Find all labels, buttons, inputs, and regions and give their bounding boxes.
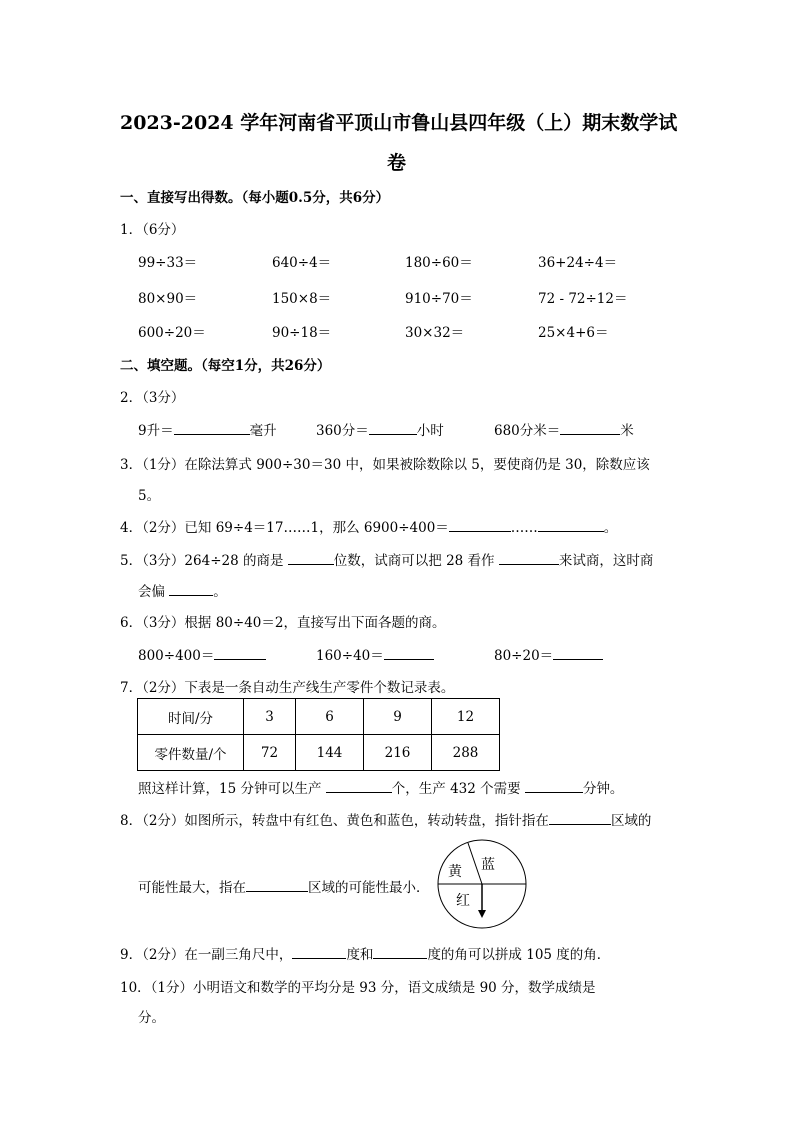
q10-line-2: 分。 <box>138 1010 165 1026</box>
q8-line1-prefix: 8．（2分）如图所示，转盘中有红色、黄色和蓝色，转动转盘，指针指在 <box>120 813 549 829</box>
table-cell: 288 <box>432 735 500 771</box>
q8-line-1 <box>120 809 651 829</box>
q5-line2-prefix: 会偏 <box>138 584 165 600</box>
q5-line-1 <box>120 549 653 569</box>
answer-blank[interactable] <box>525 779 583 793</box>
q2-c-prefix: 680分米＝ <box>494 423 561 439</box>
answer-blank[interactable] <box>373 945 427 959</box>
q9-end: 度的角可以拼成 105 度的角． <box>427 947 611 963</box>
table-cell: 3 <box>244 699 296 735</box>
q8-line2-end: 区域的可能性最小． <box>308 880 430 896</box>
answer-blank[interactable] <box>214 646 266 660</box>
q1-item: 150×8＝ <box>272 291 332 307</box>
q6-label: 6．（3分）根据 80÷40＝2，直接写出下面各题的商。 <box>120 615 446 631</box>
q5-line2-end: 。 <box>213 584 227 600</box>
q1-item: 910÷70＝ <box>405 291 473 307</box>
answer-blank[interactable] <box>553 646 603 660</box>
section-2-heading: 二、填空题。（每空1分，共26分） <box>120 358 331 374</box>
answer-blank[interactable] <box>449 518 511 532</box>
answer-blank[interactable] <box>288 551 334 565</box>
q1-label: 1．（6分） <box>120 222 185 238</box>
q2-item-a <box>138 419 277 439</box>
q1-item: 99÷33＝ <box>138 255 198 271</box>
q7-after-mid: 个，生产 432 个需要 <box>391 781 521 797</box>
section-1-heading: 一、直接写出得数。（每小题0.5分，共6分） <box>120 190 390 206</box>
q8-line2-prefix: 可能性最大，指在 <box>138 880 246 896</box>
q4-ellipsis: …… <box>510 520 538 536</box>
table-cell: 6 <box>296 699 364 735</box>
q9-prefix: 9．（2分）在一副三角尺中， <box>120 947 293 963</box>
spinner-label-red: 红 <box>456 893 470 909</box>
q6-a-expr: 800÷400＝ <box>138 648 215 664</box>
table-cell: 零件数量/个 <box>138 735 244 771</box>
q2-a-prefix: 9升＝ <box>138 423 174 439</box>
answer-blank[interactable] <box>169 582 213 596</box>
q2-b-prefix: 360分＝ <box>316 423 369 439</box>
spinner-label-yellow: 黄 <box>448 864 462 880</box>
q3-line-1: 3．（1分）在除法算式 900÷30＝30 中，如果被除数除以 5，要使商仍是 30，除数应该 <box>120 457 650 473</box>
title-line-2: 卷 <box>387 152 407 174</box>
q1-item: 72 - 72÷12＝ <box>538 291 628 307</box>
table-cell: 216 <box>364 735 432 771</box>
production-record-table <box>137 698 500 771</box>
q6-item-b <box>316 644 434 664</box>
table-cell: 9 <box>364 699 432 735</box>
q1-item: 80×90＝ <box>138 291 198 307</box>
table-cell: 时间/分 <box>138 699 244 735</box>
q3-line-2: 5。 <box>138 488 161 504</box>
answer-blank[interactable] <box>499 551 559 565</box>
answer-blank[interactable] <box>549 811 611 825</box>
title-line-1: 2023-2024 学年河南省平顶山市鲁山县四年级（上）期末数学试 <box>120 112 678 134</box>
q1-item: 25×4+6＝ <box>538 325 609 341</box>
q6-b-expr: 160÷40＝ <box>316 648 384 664</box>
table-row <box>138 699 500 735</box>
q2-label: 2．（3分） <box>120 390 185 406</box>
q2-a-unit: 毫升 <box>249 423 277 439</box>
q4-prefix: 4．（2分）已知 69÷4＝17……1，那么 6900÷400＝ <box>120 520 449 536</box>
table-cell: 72 <box>244 735 296 771</box>
q9-line <box>120 943 610 963</box>
q6-item-c <box>494 644 603 664</box>
answer-blank[interactable] <box>292 945 346 959</box>
answer-blank[interactable] <box>369 421 417 435</box>
q7-after-end: 分钟。 <box>582 781 624 797</box>
q1-item: 180÷60＝ <box>405 255 473 271</box>
answer-blank[interactable] <box>174 421 250 435</box>
q6-c-expr: 80÷20＝ <box>494 648 554 664</box>
q6-item-a <box>138 644 266 664</box>
table-cell: 12 <box>432 699 500 735</box>
q5-line-2 <box>138 580 227 600</box>
spinner-label-blue: 蓝 <box>481 857 495 873</box>
q2-item-c <box>494 419 634 439</box>
q7-after-prefix: 照这样计算，15 分钟可以生产 <box>138 781 322 797</box>
q1-item: 30×32＝ <box>405 325 465 341</box>
q1-item: 90÷18＝ <box>272 325 332 341</box>
q2-c-unit: 米 <box>620 423 634 439</box>
q9-mid: 度和 <box>346 947 374 963</box>
answer-blank[interactable] <box>560 421 620 435</box>
answer-blank[interactable] <box>538 518 604 532</box>
q5-mid-1: 位数，试商可以把 28 看作 <box>333 553 495 569</box>
table-row <box>138 735 500 771</box>
q2-item-b <box>316 419 444 439</box>
q5-mid-2: 来试商，这时商 <box>558 553 654 569</box>
answer-blank[interactable] <box>384 646 434 660</box>
q2-b-unit: 小时 <box>416 423 444 439</box>
q4-line <box>120 516 617 536</box>
q1-item: 600÷20＝ <box>138 325 206 341</box>
answer-blank[interactable] <box>246 878 308 892</box>
table-cell: 144 <box>296 735 364 771</box>
q7-label: 7．（2分）下表是一条自动生产线生产零件个数记录表。 <box>120 680 455 696</box>
q8-line-2 <box>138 876 430 896</box>
answer-blank[interactable] <box>326 779 392 793</box>
q5-prefix: 5．（3分）264÷28 的商是 <box>120 553 284 569</box>
q4-end: 。 <box>603 520 618 536</box>
q1-item: 640÷4＝ <box>272 255 332 271</box>
spinner-diagram <box>436 838 528 930</box>
q10-line-1: 10．（1分）小明语文和数学的平均分是 93 分，语文成绩是 90 分，数学成绩是 <box>120 980 596 996</box>
q7-after-line <box>138 777 623 797</box>
q8-line1-end: 区域的 <box>610 813 652 829</box>
q1-item: 36+24÷4＝ <box>538 255 618 271</box>
